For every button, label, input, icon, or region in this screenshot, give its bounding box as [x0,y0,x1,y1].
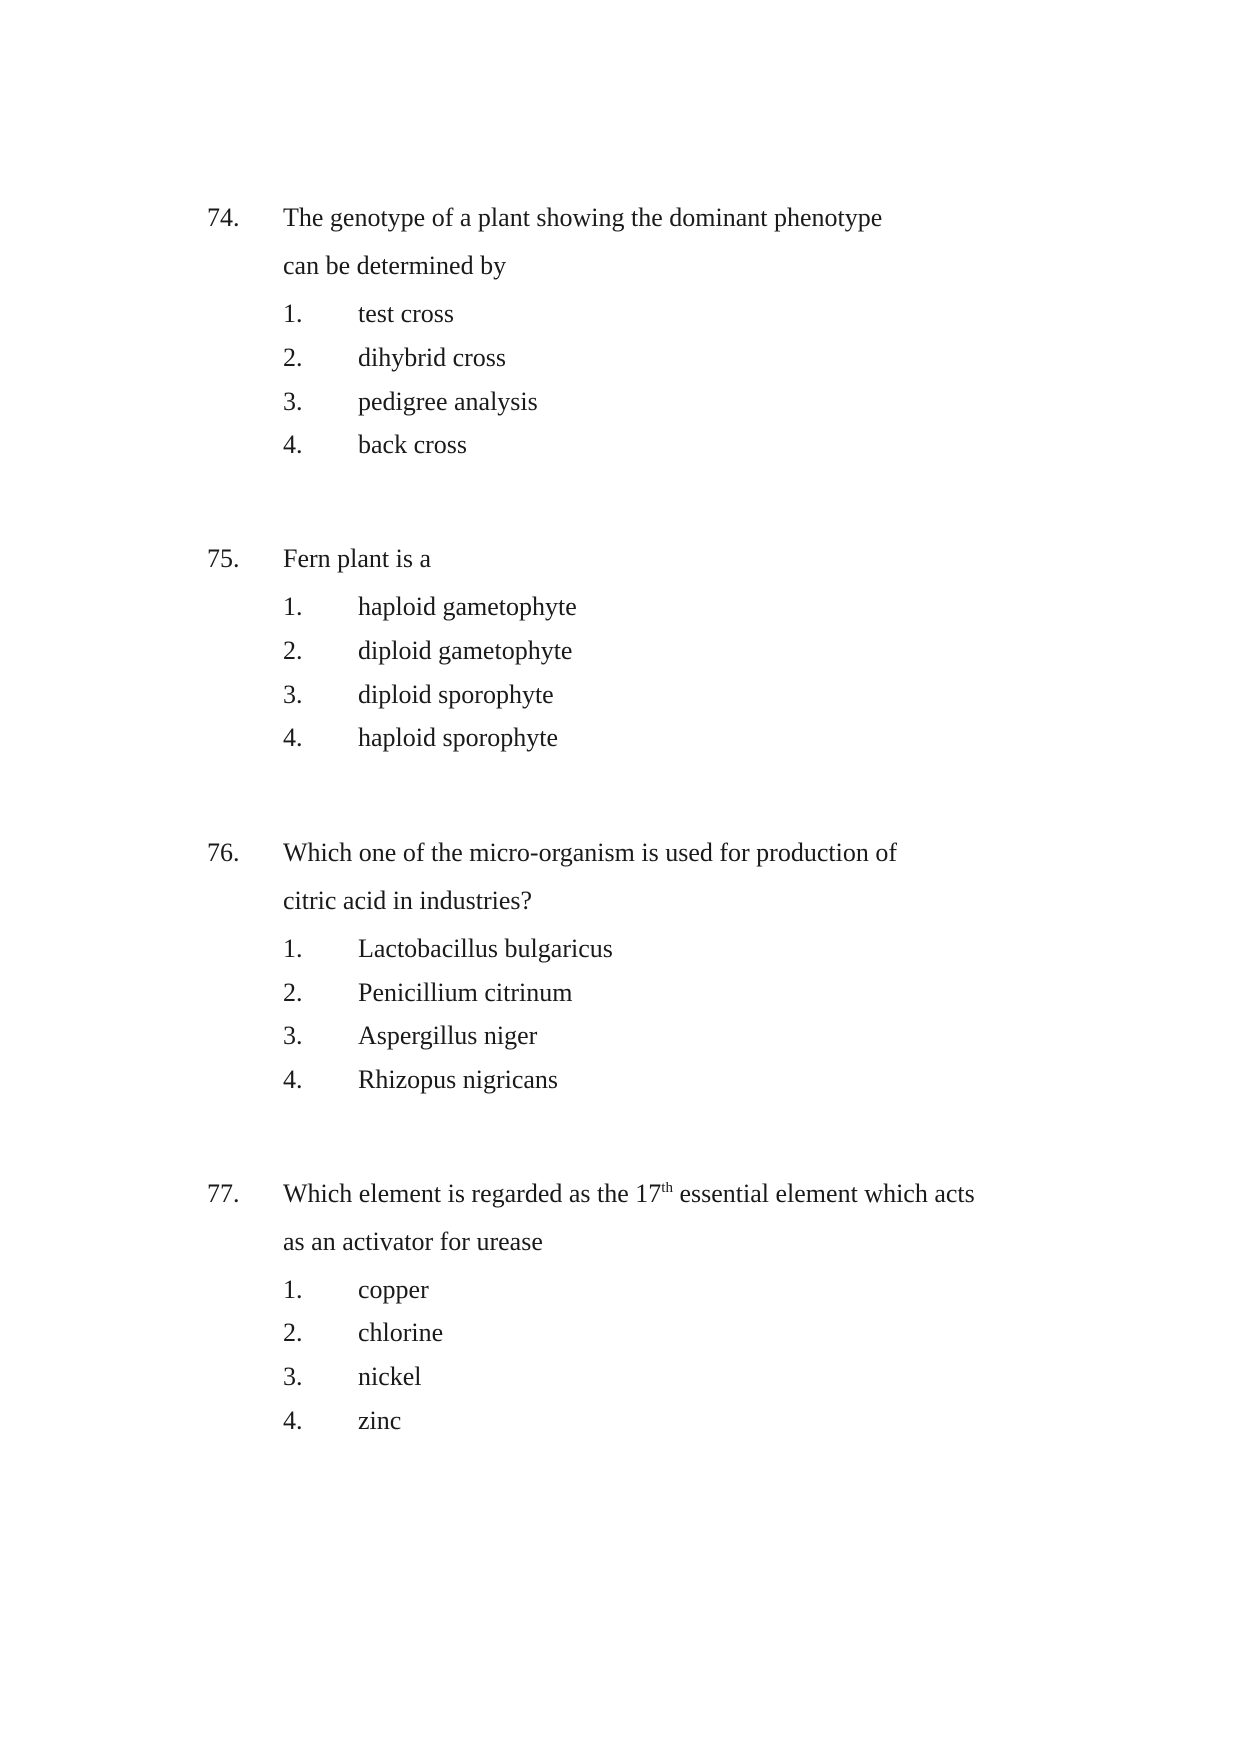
option-number: 3. [283,680,303,709]
question-number: 76. [207,838,240,867]
option-text: pedigree analysis [358,387,538,416]
option-number: 3. [283,1021,303,1050]
option-text: test cross [358,299,455,328]
option-number: 1. [283,592,303,621]
question-text: can be determined by [283,251,507,280]
option-number: 2. [283,978,303,1007]
option-text: diploid sporophyte [358,680,554,709]
option-number: 4. [283,1065,303,1094]
option-text: Lactobacillus bulgaricus [358,934,613,963]
option-number: 2. [283,343,303,372]
option-text: Rhizopus nigricans [358,1065,559,1094]
option-text: copper [358,1275,429,1304]
option-text: diploid gametophyte [358,636,573,665]
question-text: Fern plant is a [283,544,432,573]
option-number: 3. [283,387,303,416]
question-text-before-sup: Which element is regarded as the 17 [283,1179,662,1208]
option-text: back cross [358,430,468,459]
option-number: 4. [283,723,303,752]
option-text: haploid sporophyte [358,723,559,752]
option-number: 1. [283,299,303,328]
ordinal-superscript: th [661,1180,673,1196]
option-number: 4. [283,430,303,459]
question-number: 75. [207,544,240,573]
question-text: citric acid in industries? [283,886,533,915]
question-number: 74. [207,203,240,232]
option-number: 2. [283,636,303,665]
option-text: Penicillium citrinum [358,978,573,1007]
option-number: 1. [283,934,303,963]
question-number: 77. [207,1179,240,1208]
option-text: haploid gametophyte [358,592,577,621]
option-text: nickel [358,1362,422,1391]
question-text [283,1181,975,1207]
option-text: dihybrid cross [358,343,507,372]
question-text: as an activator for urease [283,1227,543,1256]
option-number: 1. [283,1275,303,1304]
question-text: The genotype of a plant showing the dominant phenotype [283,203,883,232]
option-number: 4. [283,1406,303,1435]
option-number: 2. [283,1318,303,1347]
option-text: zinc [358,1406,402,1435]
question-text-after-sup: essential element which acts [672,1179,975,1208]
option-text: chlorine [358,1318,444,1347]
question-text: Which one of the micro-organism is used for production of [283,838,897,867]
option-text: Aspergillus niger [358,1021,538,1050]
option-number: 3. [283,1362,303,1391]
